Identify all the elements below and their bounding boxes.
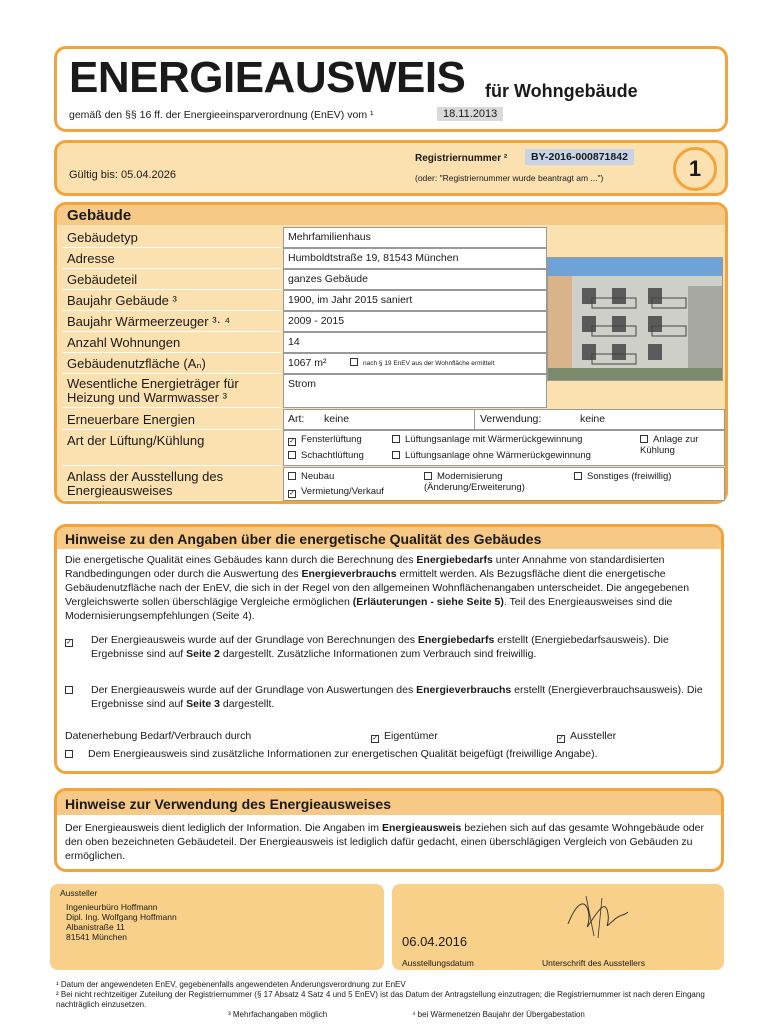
row-renewable	[63, 409, 725, 430]
text: erstellt (Energiebedarfsausweis). Die Ergebnisse sind auf	[91, 634, 669, 660]
option-label: Lüftungsanlage mit Wärmerückgewinnung	[405, 434, 583, 445]
registration-note: (oder: "Registriernummer wurde beantragt am ...")	[415, 173, 604, 183]
row-building-type	[63, 227, 547, 248]
checkbox-checked-icon: ✓	[372, 735, 378, 742]
checkbox-icon	[65, 750, 73, 758]
extra-info[interactable]	[65, 747, 715, 761]
row-value: Humboldtstraße 19, 81543 München	[283, 248, 547, 269]
row-label: Baujahr Wärmeerzeuger ³· ⁴	[63, 311, 281, 332]
document-title: ENERGIEAUSWEIS	[69, 53, 466, 102]
issuer-line: Albanistraße 11	[66, 922, 125, 932]
row-energy-carrier	[63, 374, 547, 408]
checkbox-checked-icon: ✓	[558, 735, 564, 742]
page-number: 1	[673, 147, 717, 191]
footnote: ⁴ bei Wärmenetzen Baujahr der Übergabestation	[412, 1010, 585, 1019]
checkbox-icon	[392, 435, 400, 443]
issue-date-label: Ausstellungsdatum	[402, 958, 474, 968]
checkbox-icon	[288, 472, 296, 480]
option-label: Eigentümer	[384, 730, 438, 742]
energy-quality-heading: Hinweise zu den Angaben über die energetische Qualität des Gebäudes	[57, 527, 721, 549]
checkbox-checked-icon: ✓	[66, 639, 72, 646]
row-value	[283, 430, 725, 466]
footnote: ³ Mehrfachangaben möglich	[228, 1010, 328, 1019]
option-label: Neubau	[301, 471, 335, 482]
usage-notes-text	[65, 821, 715, 863]
area-checkbox[interactable]	[350, 358, 358, 366]
row-label: Adresse	[63, 248, 281, 269]
issuer-line: Dipl. Ing. Wolfgang Hoffmann	[66, 912, 177, 922]
text: Die energetische Qualität eines Gebäudes kann durch die Berechnung des	[65, 554, 417, 566]
row-label: Wesentliche Energieträger für Heizung und Warmwasser ³	[63, 374, 281, 408]
row-apartments	[63, 332, 547, 353]
renewable-type-label: Art:	[288, 413, 305, 425]
issuer-label: Aussteller	[60, 888, 98, 898]
renewable-divider	[474, 409, 475, 430]
text: dargestellt. Zusätzliche Informationen zum Verbrauch sind freiwillig.	[220, 648, 537, 660]
text-bold: Energiebedarfs	[416, 554, 493, 566]
issuer-box	[50, 884, 384, 970]
signature-image	[562, 890, 632, 942]
registration-number: BY-2016-000871842	[525, 149, 634, 165]
area-note-text: nach § 19 EnEV aus der Wohnfläche ermittelt	[363, 360, 495, 367]
extra-info-text: Dem Energieausweis sind zusätzliche Informationen zur energetischen Qualität beigefügt (freiwillige Angabe).	[88, 748, 598, 760]
checkbox-icon	[392, 451, 400, 459]
text: Der Energieausweis dient lediglich der Information. Die Angaben im	[65, 822, 382, 834]
row-value	[283, 409, 725, 430]
occasion-new[interactable]	[288, 471, 334, 482]
row-label: Gebäudeteil	[63, 269, 281, 290]
text-bold: Seite 3	[186, 698, 221, 710]
issue-date: 06.04.2016	[402, 934, 468, 949]
energy-quality-notes	[54, 524, 724, 774]
option-label: Lüftungsanlage ohne Wärmerückgewinnung	[405, 450, 591, 461]
checkbox-icon	[65, 686, 73, 694]
option-label: Vermietung/Verkauf	[301, 486, 384, 497]
row-value: 14	[283, 332, 547, 353]
text-bold: Energieverbrauchs	[301, 568, 397, 580]
enev-date: 18.11.2013	[437, 107, 503, 121]
text: dargestellt.	[220, 698, 275, 710]
document-subtitle: für Wohngebäude	[485, 81, 638, 101]
row-heater-year	[63, 311, 547, 332]
legal-basis: gemäß den §§ 16 ff. der Energieeinsparverordnung (EnEV) vom ¹	[69, 109, 374, 121]
row-label: Art der Lüftung/Kühlung	[63, 430, 281, 466]
area-note	[350, 358, 494, 367]
demand-statement	[91, 633, 711, 661]
data-collection-label: Datenerhebung Bedarf/Verbrauch durch	[65, 730, 252, 742]
usage-statement	[91, 683, 711, 711]
text-bold: Seite 2	[186, 648, 221, 660]
text-bold: (Erläuterungen - siehe Seite 5)	[352, 596, 504, 608]
row-address	[63, 248, 547, 269]
valid-until: Gültig bis: 05.04.2026	[69, 169, 177, 181]
demand-checkbox[interactable]	[65, 633, 81, 647]
row-label: Anzahl Wohnungen	[63, 332, 281, 353]
checkbox-checked-icon: ✓	[289, 490, 295, 497]
row-floor-area	[63, 353, 547, 374]
collection-owner[interactable]	[371, 729, 438, 743]
option-label: Anlage zur Kühlung	[640, 434, 699, 456]
row-label: Gebäudetyp	[63, 227, 281, 248]
text: Der Energieausweis wurde auf der Grundlage von Auswertungen des	[91, 684, 417, 696]
row-value	[283, 467, 725, 501]
row-value: Mehrfamilienhaus	[283, 227, 547, 248]
checkbox-icon	[424, 472, 432, 480]
text: Der Energieausweis wurde auf der Grundlage von Berechnungen des	[91, 634, 418, 646]
option-label: Schachtlüftung	[301, 450, 364, 461]
occasion-other[interactable]	[574, 471, 671, 482]
row-ventilation	[63, 430, 725, 466]
registration-box	[54, 140, 728, 196]
text: unter Annahme von standardisierten Randbedingungen oder durch die Auswertung des	[65, 554, 665, 580]
option-label: Fensterlüftung	[301, 434, 362, 445]
registration-label: Registriernummer ²	[415, 153, 508, 164]
footnote: ¹ Datum der angewendeten EnEV, gegebenenfalls angewendeten Änderungsverordnung zur EnEV	[56, 980, 406, 989]
issuer-line: 81541 München	[66, 932, 127, 942]
row-label: Anlass der Ausstellung des Energieausweises	[63, 467, 281, 501]
checkbox-icon	[640, 435, 648, 443]
building-photo	[547, 257, 723, 381]
text: beziehen sich auf das gesamte Wohngebäude oder den oben bezeichneten Gebäudeteil. Der Energieausweis ist lediglich dafür gedacht, einen überschlägigen Vergleich von Gebäuden zu ermöglichen.	[65, 822, 704, 862]
issuer-line: Ingenieurbüro Hoffmann	[66, 902, 158, 912]
row-occasion	[63, 467, 725, 501]
row-value: ganzes Gebäude	[283, 269, 547, 290]
collection-issuer[interactable]	[557, 729, 616, 743]
usage-notes	[54, 788, 724, 872]
option-label: Modernisierung (Änderung/Erweiterung)	[424, 471, 525, 493]
row-label: Gebäudenutzfläche (Aₙ)	[63, 353, 281, 374]
text: ermittelt werden. Als Bezugsfläche dient die energetische Gebäudenutzfläche nach der EnEV, die sich in der Regel von den allgemeinen Wohnflächenangaben unterscheidet. Die angegebenen Vergleichswerte sollen überschlägige Vergleiche ermöglichen	[65, 568, 690, 608]
row-construction-year	[63, 290, 547, 311]
energy-quality-intro	[65, 553, 715, 623]
usage-checkbox[interactable]	[65, 683, 81, 697]
row-value	[283, 353, 547, 374]
floor-area-value: 1067 m²	[288, 357, 327, 369]
text: erstellt (Energieverbrauchsausweis). Die Ergebnisse sind auf	[91, 684, 703, 710]
renewable-type-value: keine	[324, 413, 350, 425]
row-value: 1900, im Jahr 2015 saniert	[283, 290, 547, 311]
title-box	[54, 46, 728, 132]
occasion-rent[interactable]	[288, 486, 384, 498]
option-label: Aussteller	[570, 730, 617, 742]
occasion-modernisation[interactable]	[424, 471, 564, 493]
text: . Teil des Energieausweises sind die Modernisierungsempfehlungen (Seite 4).	[65, 596, 673, 622]
ventilation-window[interactable]	[288, 434, 362, 446]
footnote: ² Bei nicht rechtzeitiger Zuteilung der Registriernummer (§ 17 Absatz 4 Satz 4 und 5 EnEV) ist das Datum der Antragstellung einzutragen; die Registriernummer ist nach deren Eingang nachträglich einzusetzen.	[56, 990, 705, 1009]
checkbox-icon	[288, 451, 296, 459]
building-heading: Gebäude	[57, 205, 725, 225]
text-bold: Energieverbrauchs	[416, 684, 512, 696]
ventilation-cooling[interactable]	[640, 434, 720, 456]
usage-notes-heading: Hinweise zur Verwendung des Energieausweises	[57, 791, 721, 815]
row-value: 2009 - 2015	[283, 311, 547, 332]
renewable-use-label: Verwendung:	[480, 413, 542, 425]
building-section	[54, 202, 728, 504]
signature-label: Unterschrift des Ausstellers	[542, 958, 645, 968]
signature-box	[392, 884, 724, 970]
checkbox-icon	[574, 472, 582, 480]
text-bold: Energiebedarfs	[417, 634, 495, 646]
ventilation-shaft[interactable]	[288, 450, 364, 461]
row-label: Erneuerbare Energien	[63, 409, 281, 430]
row-label: Baujahr Gebäude ³	[63, 290, 281, 311]
text-bold: Energieausweis	[381, 822, 462, 834]
row-building-part	[63, 269, 547, 290]
ventilation-without-recovery[interactable]	[392, 450, 591, 461]
option-label: Sonstiges (freiwillig)	[587, 471, 672, 482]
ventilation-with-recovery[interactable]	[392, 434, 582, 445]
row-value: Strom	[283, 374, 547, 408]
renewable-use-value: keine	[580, 413, 606, 425]
checkbox-checked-icon: ✓	[289, 438, 295, 445]
